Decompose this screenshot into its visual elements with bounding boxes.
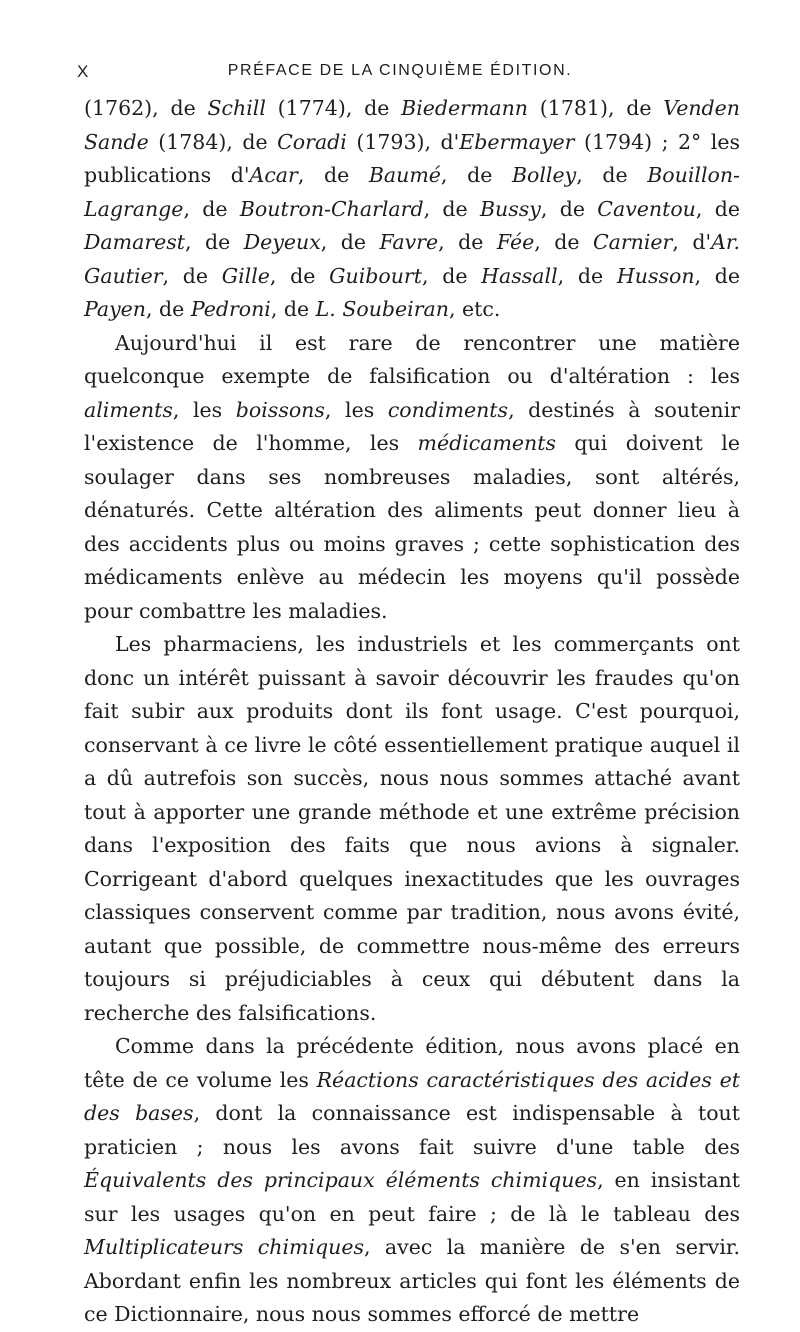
italic-text: Pedroni <box>190 297 271 321</box>
text-run: , de <box>438 230 497 254</box>
text-run: , les <box>172 397 236 422</box>
italic-text: Coradi <box>277 129 347 154</box>
italic-text: Bolley <box>511 163 577 187</box>
italic-text: Husson <box>616 263 695 288</box>
italic-text: Réactions caractéristiques des acides et des bases <box>84 1067 740 1125</box>
text-run: , de <box>297 163 369 187</box>
italic-text: Bussy <box>479 196 541 221</box>
paragraph <box>84 327 740 629</box>
text-run: (1781), de <box>528 96 664 120</box>
italic-text: Carnier <box>592 230 673 254</box>
paragraph <box>84 92 740 327</box>
italic-text: Équivalents des principaux éléments chimiques <box>84 1168 598 1192</box>
text-run: , les <box>324 397 388 422</box>
text-run: , de <box>320 230 380 254</box>
italic-text: boissons <box>235 397 325 422</box>
italic-text: Acar <box>249 163 298 187</box>
text-run: , de <box>183 196 240 221</box>
text-run: , de <box>162 263 222 288</box>
text-run: Aujourd'hui il est rare de rencontrer une matière quelconque exempte de falsification ou d'altération : les <box>84 330 740 388</box>
text-run: Les pharmaciens, les industriels et les commerçants ont donc un intérêt puissant à savoir découvrir les fraudes qu'on fait subir aux produits dont ils font usage. C'est pourquoi, conservant à ce livre le côté essentiellement pratique auquel il a dû autrefois son succès, nous nous sommes attaché avant tout à apporter une grande méthode et une extrême précision dans l'exposition des faits que nous avions à signaler. Corrigeant d'abord quelques inexactitudes que les ouvrages classiques conservent comme par tradition, nous avons évité, autant que possible, de commettre nous-même des erreurs toujours si préjudiciables à ceux qui débutent dans la recherche des falsifications. <box>84 632 740 1025</box>
italic-text: condiments <box>387 397 509 422</box>
text-run: (1774), de <box>265 96 402 120</box>
paragraph <box>84 628 740 1030</box>
text-run: , de <box>146 297 191 321</box>
italic-text: Schill <box>207 96 266 120</box>
page-number: X <box>77 62 90 81</box>
italic-text: Gille <box>221 263 270 288</box>
text-run: , d' <box>672 230 712 254</box>
text-run: Comme dans la précédente édition, nous avons placé en tête de ce volume les <box>84 1034 740 1092</box>
italic-text: médicaments <box>417 431 557 455</box>
italic-text: Biedermann <box>401 96 529 120</box>
text-run: (1784), de <box>148 129 278 154</box>
text-run: , en insistant sur les usages qu'on en peut faire ; de là le tableau des <box>84 1168 740 1226</box>
text-run: , de <box>534 230 593 254</box>
text-run: , etc. <box>448 297 501 321</box>
italic-text: Hassall <box>481 263 558 288</box>
text-run: , de <box>185 230 244 254</box>
italic-text: Deyeux <box>243 230 321 254</box>
text-run: , avec la manière de s'en servir. Abordant enfin les nombreux articles qui font les éléments de ce Dictionnaire, nous nous sommes efforcé de mettre <box>84 1235 740 1326</box>
italic-text: Multiplicateurs chimiques <box>84 1235 364 1259</box>
text-run: , destinés à soutenir l'existence de l'homme, les <box>84 397 740 455</box>
italic-text: L. Soubeiran <box>315 297 449 321</box>
italic-text: Guibourt <box>329 263 422 288</box>
text-run: (1762), de <box>84 96 208 120</box>
italic-text: Baumé <box>368 163 441 187</box>
text-run: , de <box>269 263 330 288</box>
text-run: (1793), d' <box>346 129 460 154</box>
italic-text: Boutron-Charlard <box>239 196 424 221</box>
text-run: , de <box>540 196 598 221</box>
italic-text: Caventou <box>597 196 696 221</box>
italic-text: Ar. Gautier <box>84 230 740 288</box>
text-run: , de <box>576 163 648 187</box>
text-run: , de <box>694 263 741 288</box>
italic-text: Ebermayer <box>459 129 575 154</box>
text-run: , de <box>421 263 482 288</box>
page-header <box>0 62 800 92</box>
text-run: , de <box>440 163 512 187</box>
italic-text: Venden Sande <box>84 96 740 154</box>
text-run: , de <box>270 297 316 321</box>
italic-text: Fée <box>496 230 535 254</box>
text-run: (1794) ; 2° les publications d' <box>84 129 740 187</box>
text-run: , de <box>695 196 740 221</box>
italic-text: Damarest <box>84 230 186 254</box>
text-run: , de <box>557 263 617 288</box>
italic-text: aliments <box>84 397 173 422</box>
text-run: qui doivent le soulager dans ses nombreuses maladies, sont altérés, dénaturés. Cette altération des aliments peut donner lieu à des accidents plus ou moins graves ; cette sophistication des médicaments enlève au médecin les moyens qu'il possède pour combattre les maladies. <box>84 431 740 623</box>
text-run: , dont la connaissance est indispensable à tout praticien ; nous les avons fait suivre d'une table des <box>84 1101 740 1159</box>
italic-text: Payen <box>84 297 147 321</box>
paragraph <box>84 1030 740 1332</box>
italic-text: Bouillon-Lagrange <box>84 163 740 221</box>
running-head: PRÉFACE DE LA CINQUIÈME ÉDITION. <box>227 62 573 79</box>
italic-text: Favre <box>379 230 439 254</box>
text-run: , de <box>423 196 480 221</box>
body-text <box>84 92 740 1332</box>
